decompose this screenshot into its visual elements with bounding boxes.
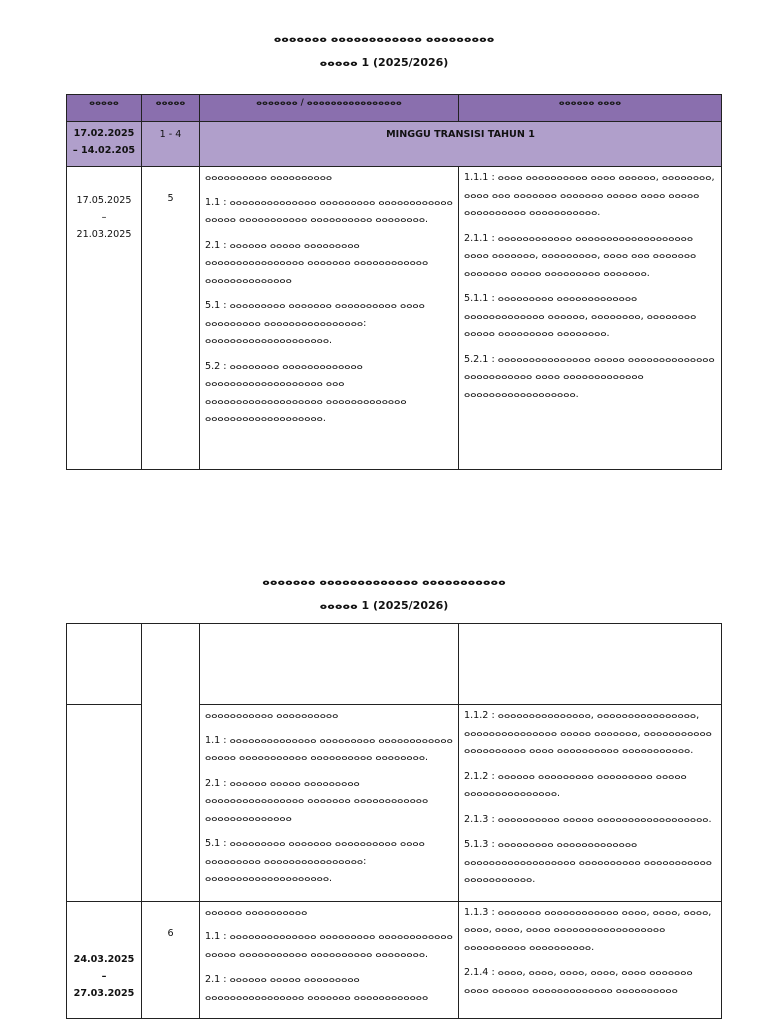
week-6-row bbox=[67, 901, 722, 1019]
transisi-row bbox=[67, 122, 722, 167]
schedule-table-2 bbox=[66, 623, 722, 1019]
standard-item: 2.1 : ⴰⴰⴰⴰⴰⴰ ⴰⴰⴰⴰⴰ ⴰⴰⴰⴰⴰⴰⴰⴰⴰ ⴰⴰⴰⴰⴰⴰⴰⴰⴰⴰⴰⴰⴰⴰⴰⴰ ⴰⴰⴰⴰⴰⴰⴰ ⴰⴰⴰⴰⴰⴰⴰⴰⴰⴰⴰⴰ ⴰⴰⴰⴰⴰⴰⴰⴰⴰⴰⴰⴰⴰⴰ bbox=[205, 239, 429, 286]
learning-item: 5.1.3 : ⴰⴰⴰⴰⴰⴰⴰⴰⴰ ⴰⴰⴰⴰⴰⴰⴰⴰⴰⴰⴰⴰⴰ ⴰⴰⴰⴰⴰⴰⴰⴰⴰⴰⴰⴰⴰⴰⴰⴰⴰⴰ ⴰⴰⴰⴰⴰⴰⴰⴰⴰⴰ ⴰⴰⴰⴰⴰⴰⴰⴰⴰⴰⴰ ⴰⴰⴰⴰⴰⴰⴰⴰⴰⴰⴰ. bbox=[464, 839, 712, 885]
page-title: ⴰⴰⴰⴰⴰⴰⴰ ⴰⴰⴰⴰⴰⴰⴰⴰⴰⴰⴰⴰⴰ ⴰⴰⴰⴰⴰⴰⴰⴰⴰⴰⴰ bbox=[262, 575, 506, 588]
blank-cell bbox=[67, 624, 142, 705]
blank-row bbox=[67, 624, 722, 705]
page-subtitle: ⴰⴰⴰⴰⴰ 1 (2025/2026) bbox=[319, 599, 449, 612]
date-line: 27.03.2025 bbox=[73, 987, 135, 999]
week-6-date bbox=[67, 901, 142, 1019]
week-5-number: 5 bbox=[142, 167, 200, 470]
blank-cell bbox=[67, 705, 142, 902]
week-6-learning bbox=[459, 901, 722, 1019]
header-date: ⴰⴰⴰⴰⴰ bbox=[67, 95, 142, 122]
learning-item: 1.1.1 : ⴰⴰⴰⴰ ⴰⴰⴰⴰⴰⴰⴰⴰⴰⴰ ⴰⴰⴰⴰ ⴰⴰⴰⴰⴰⴰ, ⴰⴰⴰⴰⴰⴰⴰⴰ, ⴰⴰⴰⴰ ⴰⴰⴰ ⴰⴰⴰⴰⴰⴰⴰ ⴰⴰⴰⴰⴰⴰⴰ ⴰⴰⴰⴰⴰ ⴰⴰⴰⴰ ⴰⴰⴰⴰⴰ ⴰⴰⴰⴰⴰⴰⴰⴰⴰⴰ ⴰⴰⴰⴰⴰⴰⴰⴰⴰⴰⴰ. bbox=[464, 172, 715, 218]
date-line: – bbox=[101, 212, 107, 223]
week-6-number: 6 bbox=[142, 901, 200, 1019]
learning-item: 1.1.3 : ⴰⴰⴰⴰⴰⴰⴰ ⴰⴰⴰⴰⴰⴰⴰⴰⴰⴰⴰⴰ ⴰⴰⴰⴰ, ⴰⴰⴰⴰ, ⴰⴰⴰⴰ, ⴰⴰⴰⴰ, ⴰⴰⴰⴰ, ⴰⴰⴰⴰ ⴰⴰⴰⴰⴰⴰⴰⴰⴰⴰⴰⴰⴰⴰⴰⴰⴰⴰ ⴰⴰⴰⴰⴰⴰⴰⴰⴰⴰ ⴰⴰⴰⴰⴰⴰⴰⴰⴰⴰ. bbox=[464, 906, 712, 953]
date-line: 17.05.2025 bbox=[76, 195, 132, 206]
date-line: – 14.02.205 bbox=[72, 145, 136, 156]
continued-standards bbox=[200, 705, 459, 902]
header-learning: ⴰⴰⴰⴰⴰⴰ ⴰⴰⴰⴰ bbox=[459, 95, 722, 122]
learning-item: 5.1.1 : ⴰⴰⴰⴰⴰⴰⴰⴰⴰ ⴰⴰⴰⴰⴰⴰⴰⴰⴰⴰⴰⴰⴰ ⴰⴰⴰⴰⴰⴰⴰⴰⴰⴰⴰⴰⴰ ⴰⴰⴰⴰⴰⴰ, ⴰⴰⴰⴰⴰⴰⴰⴰ, ⴰⴰⴰⴰⴰⴰⴰⴰ ⴰⴰⴰⴰⴰ ⴰⴰⴰⴰⴰⴰⴰⴰⴰ ⴰⴰⴰⴰⴰⴰⴰⴰ. bbox=[464, 293, 697, 339]
blank-cell bbox=[142, 624, 200, 902]
learning-item: 2.1.2 : ⴰⴰⴰⴰⴰⴰ ⴰⴰⴰⴰⴰⴰⴰⴰⴰ ⴰⴰⴰⴰⴰⴰⴰⴰⴰ ⴰⴰⴰⴰⴰ ⴰⴰⴰⴰⴰⴰⴰⴰⴰⴰⴰⴰⴰⴰⴰ. bbox=[464, 770, 687, 799]
learning-item: 1.1.2 : ⴰⴰⴰⴰⴰⴰⴰⴰⴰⴰⴰⴰⴰⴰⴰ, ⴰⴰⴰⴰⴰⴰⴰⴰⴰⴰⴰⴰⴰⴰⴰⴰ, ⴰⴰⴰⴰⴰⴰⴰⴰⴰⴰⴰⴰⴰⴰⴰ ⴰⴰⴰⴰⴰ ⴰⴰⴰⴰⴰⴰⴰ, ⴰⴰⴰⴰⴰⴰⴰⴰⴰⴰⴰ ⴰⴰⴰⴰⴰⴰⴰⴰⴰⴰ ⴰⴰⴰⴰ ⴰⴰⴰⴰⴰⴰⴰⴰⴰⴰ ⴰⴰⴰⴰⴰⴰⴰⴰⴰⴰⴰ. bbox=[464, 710, 712, 756]
schedule-table-1 bbox=[66, 94, 722, 470]
week-5-row bbox=[67, 167, 722, 470]
standard-heading: ⴰⴰⴰⴰⴰⴰⴰⴰⴰⴰⴰ ⴰⴰⴰⴰⴰⴰⴰⴰⴰⴰ bbox=[205, 710, 339, 721]
header-standard: ⴰⴰⴰⴰⴰⴰⴰ / ⴰⴰⴰⴰⴰⴰⴰⴰⴰⴰⴰⴰⴰⴰⴰⴰ bbox=[200, 95, 459, 122]
standard-item: 1.1 : ⴰⴰⴰⴰⴰⴰⴰⴰⴰⴰⴰⴰⴰⴰ ⴰⴰⴰⴰⴰⴰⴰⴰⴰ ⴰⴰⴰⴰⴰⴰⴰⴰⴰⴰⴰⴰ ⴰⴰⴰⴰⴰ ⴰⴰⴰⴰⴰⴰⴰⴰⴰⴰⴰ ⴰⴰⴰⴰⴰⴰⴰⴰⴰⴰ ⴰⴰⴰⴰⴰⴰⴰⴰ. bbox=[205, 734, 453, 763]
date-line: 17.02.2025 bbox=[73, 128, 135, 139]
week-6-standards bbox=[200, 901, 459, 1019]
transisi-label: MINGGU TRANSISI TAHUN 1 bbox=[200, 122, 722, 167]
header-week: ⴰⴰⴰⴰⴰ bbox=[142, 95, 200, 122]
standard-item: 5.1 : ⴰⴰⴰⴰⴰⴰⴰⴰⴰ ⴰⴰⴰⴰⴰⴰⴰ ⴰⴰⴰⴰⴰⴰⴰⴰⴰⴰ ⴰⴰⴰⴰ ⴰⴰⴰⴰⴰⴰⴰⴰⴰ ⴰⴰⴰⴰⴰⴰⴰⴰⴰⴰⴰⴰⴰⴰⴰⴰ: ⴰⴰⴰⴰⴰⴰⴰⴰⴰⴰⴰⴰⴰⴰⴰⴰⴰⴰⴰⴰ. bbox=[205, 838, 425, 884]
standard-heading: ⴰⴰⴰⴰⴰⴰ ⴰⴰⴰⴰⴰⴰⴰⴰⴰⴰ bbox=[205, 906, 308, 918]
transisi-week: 1 - 4 bbox=[142, 122, 200, 167]
standard-heading: ⴰⴰⴰⴰⴰⴰⴰⴰⴰⴰ ⴰⴰⴰⴰⴰⴰⴰⴰⴰⴰ bbox=[205, 172, 333, 183]
learning-item: 2.1.3 : ⴰⴰⴰⴰⴰⴰⴰⴰⴰⴰ ⴰⴰⴰⴰⴰ ⴰⴰⴰⴰⴰⴰⴰⴰⴰⴰⴰⴰⴰⴰⴰⴰⴰⴰ. bbox=[464, 813, 712, 825]
standard-item: 1.1 : ⴰⴰⴰⴰⴰⴰⴰⴰⴰⴰⴰⴰⴰⴰ ⴰⴰⴰⴰⴰⴰⴰⴰⴰ ⴰⴰⴰⴰⴰⴰⴰⴰⴰⴰⴰⴰ ⴰⴰⴰⴰⴰ ⴰⴰⴰⴰⴰⴰⴰⴰⴰⴰⴰ ⴰⴰⴰⴰⴰⴰⴰⴰⴰⴰ ⴰⴰⴰⴰⴰⴰⴰⴰ. bbox=[205, 196, 453, 225]
page-title: ⴰⴰⴰⴰⴰⴰⴰ ⴰⴰⴰⴰⴰⴰⴰⴰⴰⴰⴰⴰ ⴰⴰⴰⴰⴰⴰⴰⴰⴰ bbox=[273, 32, 495, 45]
date-line: 21.03.2025 bbox=[76, 229, 132, 240]
blank-cell bbox=[459, 624, 722, 705]
week-5-standards bbox=[200, 167, 459, 470]
header-row bbox=[67, 95, 722, 122]
standard-item: 2.1 : ⴰⴰⴰⴰⴰⴰ ⴰⴰⴰⴰⴰ ⴰⴰⴰⴰⴰⴰⴰⴰⴰ ⴰⴰⴰⴰⴰⴰⴰⴰⴰⴰⴰⴰⴰⴰⴰⴰ ⴰⴰⴰⴰⴰⴰⴰ ⴰⴰⴰⴰⴰⴰⴰⴰⴰⴰⴰⴰ ⴰⴰⴰⴰⴰⴰⴰⴰⴰⴰⴰⴰⴰⴰ bbox=[205, 777, 429, 824]
page-subtitle: ⴰⴰⴰⴰⴰ 1 (2025/2026) bbox=[319, 56, 449, 69]
learning-item: 2.1.1 : ⴰⴰⴰⴰⴰⴰⴰⴰⴰⴰⴰⴰ ⴰⴰⴰⴰⴰⴰⴰⴰⴰⴰⴰⴰⴰⴰⴰⴰⴰⴰⴰ ⴰⴰⴰⴰ ⴰⴰⴰⴰⴰⴰⴰ, ⴰⴰⴰⴰⴰⴰⴰⴰⴰ, ⴰⴰⴰⴰ ⴰⴰⴰ ⴰⴰⴰⴰⴰⴰⴰ ⴰⴰⴰⴰⴰⴰⴰ ⴰⴰⴰⴰⴰ ⴰⴰⴰⴰⴰⴰⴰⴰⴰ ⴰⴰⴰⴰⴰⴰⴰ. bbox=[464, 232, 697, 279]
standard-item: 2.1 : ⴰⴰⴰⴰⴰⴰ ⴰⴰⴰⴰⴰ ⴰⴰⴰⴰⴰⴰⴰⴰⴰ ⴰⴰⴰⴰⴰⴰⴰⴰⴰⴰⴰⴰⴰⴰⴰⴰ ⴰⴰⴰⴰⴰⴰⴰ ⴰⴰⴰⴰⴰⴰⴰⴰⴰⴰⴰⴰ bbox=[205, 974, 429, 1003]
date-line: 24.03.2025 bbox=[73, 953, 135, 965]
continued-learning bbox=[459, 705, 722, 902]
week-5-learning bbox=[459, 167, 722, 470]
learning-item: 5.2.1 : ⴰⴰⴰⴰⴰⴰⴰⴰⴰⴰⴰⴰⴰⴰⴰ ⴰⴰⴰⴰⴰ ⴰⴰⴰⴰⴰⴰⴰⴰⴰⴰⴰⴰⴰⴰ ⴰⴰⴰⴰⴰⴰⴰⴰⴰⴰⴰ ⴰⴰⴰⴰ ⴰⴰⴰⴰⴰⴰⴰⴰⴰⴰⴰⴰⴰ ⴰⴰⴰⴰⴰⴰⴰⴰⴰⴰⴰⴰⴰⴰⴰⴰⴰⴰ. bbox=[464, 353, 715, 400]
standard-item: 5.2 : ⴰⴰⴰⴰⴰⴰⴰⴰ ⴰⴰⴰⴰⴰⴰⴰⴰⴰⴰⴰⴰⴰ ⴰⴰⴰⴰⴰⴰⴰⴰⴰⴰⴰⴰⴰⴰⴰⴰⴰⴰⴰ ⴰⴰⴰ ⴰⴰⴰⴰⴰⴰⴰⴰⴰⴰⴰⴰⴰⴰⴰⴰⴰⴰⴰ ⴰⴰⴰⴰⴰⴰⴰⴰⴰⴰⴰⴰⴰ ⴰⴰⴰⴰⴰⴰⴰⴰⴰⴰⴰⴰⴰⴰⴰⴰⴰⴰⴰ. bbox=[205, 360, 407, 424]
blank-cell bbox=[200, 624, 459, 705]
transisi-date bbox=[67, 122, 142, 167]
date-line: – bbox=[101, 970, 107, 982]
standard-item: 1.1 : ⴰⴰⴰⴰⴰⴰⴰⴰⴰⴰⴰⴰⴰⴰ ⴰⴰⴰⴰⴰⴰⴰⴰⴰ ⴰⴰⴰⴰⴰⴰⴰⴰⴰⴰⴰⴰ ⴰⴰⴰⴰⴰ ⴰⴰⴰⴰⴰⴰⴰⴰⴰⴰⴰ ⴰⴰⴰⴰⴰⴰⴰⴰⴰⴰ ⴰⴰⴰⴰⴰⴰⴰⴰ. bbox=[205, 931, 453, 960]
week-5-date bbox=[67, 167, 142, 470]
learning-item: 2.1.4 : ⴰⴰⴰⴰ, ⴰⴰⴰⴰ, ⴰⴰⴰⴰ, ⴰⴰⴰⴰ, ⴰⴰⴰⴰ ⴰⴰⴰⴰⴰⴰⴰ ⴰⴰⴰⴰ ⴰⴰⴰⴰⴰⴰ ⴰⴰⴰⴰⴰⴰⴰⴰⴰⴰⴰⴰⴰ ⴰⴰⴰⴰⴰⴰⴰⴰⴰⴰ bbox=[464, 967, 693, 996]
standard-item: 5.1 : ⴰⴰⴰⴰⴰⴰⴰⴰⴰ ⴰⴰⴰⴰⴰⴰⴰ ⴰⴰⴰⴰⴰⴰⴰⴰⴰⴰ ⴰⴰⴰⴰ ⴰⴰⴰⴰⴰⴰⴰⴰⴰ ⴰⴰⴰⴰⴰⴰⴰⴰⴰⴰⴰⴰⴰⴰⴰⴰ: ⴰⴰⴰⴰⴰⴰⴰⴰⴰⴰⴰⴰⴰⴰⴰⴰⴰⴰⴰⴰ. bbox=[205, 300, 425, 346]
